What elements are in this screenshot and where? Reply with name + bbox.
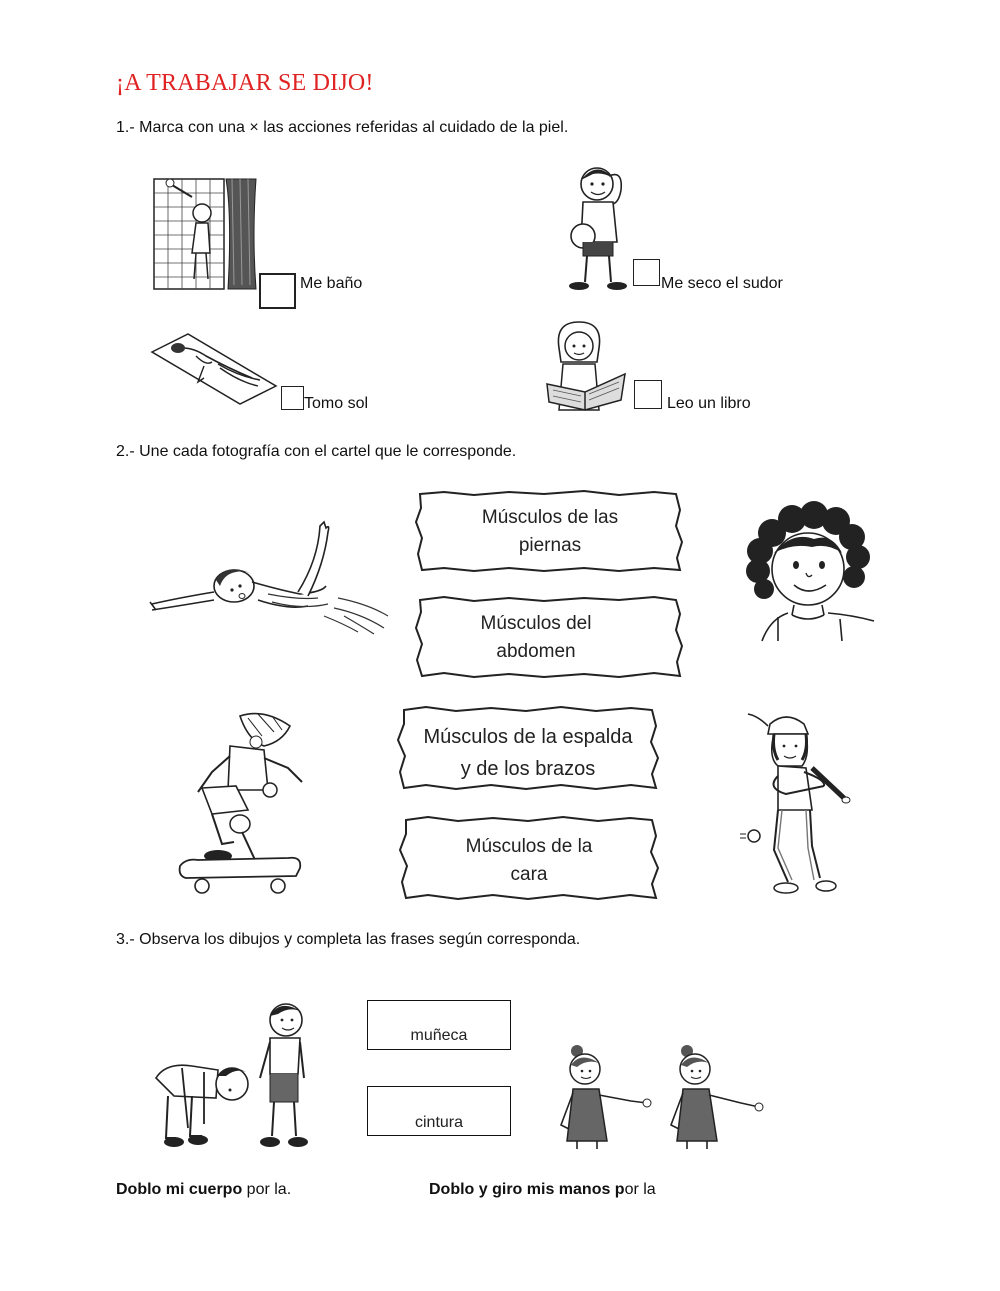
option-label-tomo-sol: Tomo sol — [304, 395, 369, 412]
swimming-girl-illustration — [148, 520, 393, 638]
checkbox-tomo-sol[interactable] — [281, 386, 304, 410]
sign-musculos-cara[interactable] — [398, 833, 660, 889]
sign-musculos-piernas[interactable] — [414, 504, 686, 560]
sign-musculos-abdomen[interactable] — [400, 610, 672, 666]
sentence-1 — [116, 1181, 291, 1199]
sign-line: y de los brazos — [460, 758, 596, 780]
sign-line: Músculos de la — [465, 836, 593, 857]
word-box-muneca[interactable] — [367, 1000, 511, 1050]
boy-wiping-sweat-illustration — [563, 160, 633, 295]
sign-line: abdomen — [496, 641, 576, 662]
sign-line: piernas — [518, 535, 582, 556]
option-label-leo-un-libro: Leo un libro — [667, 395, 751, 412]
sentence-1-bold: Doblo mi cuerpo — [116, 1181, 243, 1198]
word-muneca: muñeca — [410, 1027, 468, 1044]
baseball-girl-illustration — [738, 710, 864, 896]
word-box-cintura[interactable] — [367, 1086, 511, 1136]
sentence-2-bold: Doblo y giro mis manos p — [429, 1181, 625, 1198]
checkbox-me-seco-el-sudor[interactable] — [633, 259, 660, 286]
question-1-text: 1.- Marca con una × las acciones referidas al cuidado de la piel. — [116, 119, 569, 136]
checkbox-me-bano[interactable] — [259, 273, 296, 309]
shower-illustration — [152, 175, 260, 295]
page-title: ¡A TRABAJAR SE DIJO! — [116, 70, 374, 96]
checkbox-leo-un-libro[interactable] — [634, 380, 662, 409]
option-label-me-seco-el-sudor: Me seco el sudor — [661, 275, 783, 292]
option-label-me-bano: Me baño — [300, 275, 363, 292]
girl-reading-illustration — [545, 318, 630, 413]
skateboarder-illustration — [178, 706, 306, 898]
question-3-text: 3.- Observa los dibujos y completa las frases según corresponda. — [116, 931, 581, 948]
sign-line: Músculos de las — [481, 507, 619, 528]
sentence-2 — [429, 1181, 656, 1199]
bending-boys-illustration — [152, 998, 312, 1153]
sunbathing-illustration — [148, 330, 280, 405]
sign-line: Músculos de la espalda — [423, 726, 633, 748]
sentence-2-rest: or la — [624, 1181, 656, 1198]
girls-rotating-wrists-illustration — [555, 1045, 767, 1155]
question-2-text: 2.- Une cada fotografía con el cartel que le corresponde. — [116, 443, 517, 460]
sign-line: Músculos del — [480, 613, 592, 634]
sign-musculos-espalda-brazos[interactable] — [396, 721, 660, 785]
sign-line: cara — [510, 864, 548, 885]
sentence-1-rest: por la. — [242, 1181, 292, 1198]
word-cintura: cintura — [414, 1114, 464, 1131]
curly-hair-girl-illustration — [742, 503, 877, 643]
